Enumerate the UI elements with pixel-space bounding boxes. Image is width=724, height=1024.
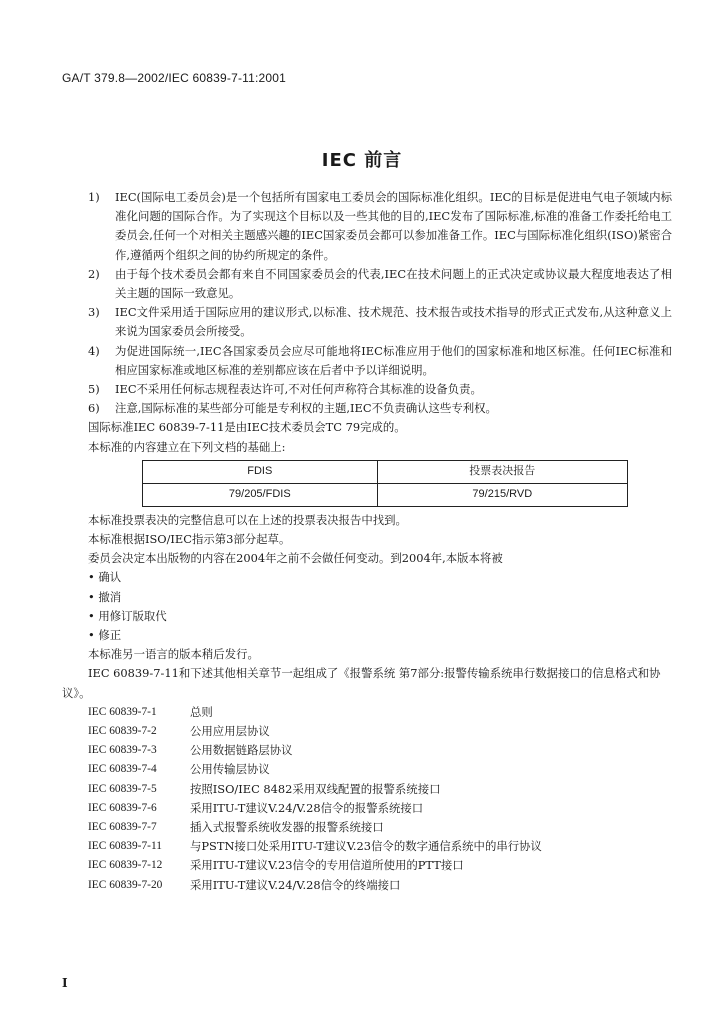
list-item-number: 5) [88, 382, 100, 397]
paragraph-prepared-by: 国际标准IEC 60839-7-11是由IEC技术委员会TC 79完成的。 [88, 420, 406, 435]
standard-code: IEC 60839-7-3 [88, 744, 157, 757]
standard-row [88, 876, 672, 895]
standard-row [88, 856, 672, 875]
list-item [62, 188, 672, 265]
table-cell-fdis: 79/205/FDIS [143, 483, 378, 506]
list-item-number: 2) [88, 266, 100, 281]
list-item-text: 由于每个技术委员会都有来自不同国家委员会的代表,IEC在技术问题上的正式决定或协议最大程度地表达了相关主题的国际一致意见。 [115, 266, 672, 301]
standard-title: 公用数据链路层协议 [190, 743, 293, 758]
list-item [62, 342, 672, 380]
voting-table [142, 460, 628, 507]
standard-row [88, 760, 672, 779]
standard-row [88, 722, 672, 741]
standard-code: IEC 60839-7-1 [88, 705, 157, 718]
standard-row [88, 799, 672, 818]
table-header-rvd: 投票表决报告 [377, 460, 627, 483]
table-row [143, 483, 628, 506]
numbered-list [62, 188, 672, 418]
list-item [62, 303, 672, 341]
list-item-text: IEC文件采用适于国际应用的建议形式,以标准、技术规范、技术报告或技术指导的形式正式发布,从这种意义上来说为国家委员会所接受。 [115, 305, 672, 339]
standard-title: 采用ITU-T建议V.23信令的专用信道所使用的PTT接口 [190, 858, 464, 873]
bullet-item: • 确认 [88, 570, 122, 585]
standard-code: IEC 60839-7-12 [88, 859, 163, 872]
standards-list [62, 703, 672, 895]
standard-title: 公用应用层协议 [190, 724, 270, 739]
page-title: IEC 前言 [321, 150, 403, 171]
list-item-number: 1) [88, 190, 100, 204]
list-item [62, 380, 672, 399]
standard-title: 按照ISO/IEC 8482采用双线配置的报警系统接口 [190, 781, 441, 796]
paragraph-bilingual: 本标准另一语言的版本稍后发行。 [88, 647, 259, 662]
paragraph-committee-decision: 委员会决定本出版物的内容在2004年之前不会做任何变动。到2004年,本版本将被 [88, 551, 503, 566]
standard-code: IEC 60839-7-11 [88, 840, 162, 853]
standard-row [88, 741, 672, 760]
list-item-text: 为促进国际统一,IEC各国家委员会应尽可能地将IEC标准应用于他们的国家标准和地区标准。任何IEC标准和相应国家标准或地区标准的差别都应该在后者中予以详细说明。 [115, 343, 672, 377]
list-item [62, 399, 672, 418]
bullet-item: • 撤消 [88, 589, 122, 604]
list-item [62, 265, 672, 303]
standard-code: IEC 60839-7-20 [88, 878, 163, 891]
standard-title: 采用ITU-T建议V.24/V.28信令的报警系统接口 [190, 800, 424, 815]
standard-title: 与PSTN接口处采用ITU-T建议V.23信令的数字通信系统中的串行协议 [190, 839, 542, 854]
paragraph-drafted: 本标准根据ISO/IEC指示第3部分起草。 [88, 532, 291, 547]
standard-title: 插入式报警系统收发器的报警系统接口 [190, 820, 384, 834]
list-item-number: 3) [88, 305, 100, 320]
list-item-number: 6) [88, 401, 100, 416]
standard-row [88, 703, 672, 722]
paragraph-based-on: 本标准的内容建立在下列文档的基础上: [88, 439, 286, 454]
standard-code: IEC 60839-7-7 [88, 821, 157, 833]
table-header-fdis: FDIS [143, 460, 378, 483]
table-cell-rvd: 79/215/RVD [377, 483, 627, 506]
page-number: I [62, 976, 68, 990]
paragraph-vote-info: 本标准投票表决的完整信息可以在上述的投票表决报告中找到。 [88, 512, 407, 527]
list-item-text: IEC不采用任何标志规程表达许可,不对任何声称符合其标准的设备负责。 [115, 382, 482, 397]
standard-title: 总则 [190, 704, 213, 719]
list-item-text: 注意,国际标准的某些部分可能是专利权的主题,IEC不负责确认这些专利权。 [115, 401, 497, 416]
standard-code: IEC 60839-7-4 [88, 763, 157, 776]
table-header-row [143, 460, 628, 483]
standard-row [88, 818, 672, 837]
standard-row [88, 780, 672, 799]
list-item-number: 4) [88, 343, 100, 358]
standard-code: IEC 60839-7-5 [88, 782, 157, 795]
foreword-body [62, 188, 672, 895]
standard-title: 采用ITU-T建议V.24/V.28信令的终端接口 [190, 877, 401, 892]
standard-code: IEC 60839-7-2 [88, 725, 157, 738]
standard-row [88, 837, 672, 856]
standard-code: IEC 60839-7-6 [88, 801, 157, 814]
paragraph-series: IEC 60839-7-11和下述其他相关章节一起组成了《报警系统 第7部分:报警传输系统串行数据接口的信息格式和协议》。 [62, 666, 661, 700]
bullet-item: • 修正 [88, 628, 122, 643]
list-item-text: IEC(国际电工委员会)是一个包括所有国家电工委员会的国际标准化组织。IEC的目标是促进电气电子领域内标准化问题的国际合作。为了实现这个目标以及一些其他的目的,IEC发布了国际标准,标准的准备工作委托给电工委员会,任何一个对相关主题感兴趣的IEC国家委员会都可以参加准备工作。IEC与国际标准化组织(ISO)紧密合作,遵循两个组织之间的协约所规定的条件。 [115, 190, 672, 262]
bullet-item: • 用修订版取代 [88, 608, 167, 623]
document-code-header: GA/T 379.8—2002/IEC 60839-7-11:2001 [62, 71, 287, 85]
standard-title: 公用传输层协议 [190, 762, 270, 777]
